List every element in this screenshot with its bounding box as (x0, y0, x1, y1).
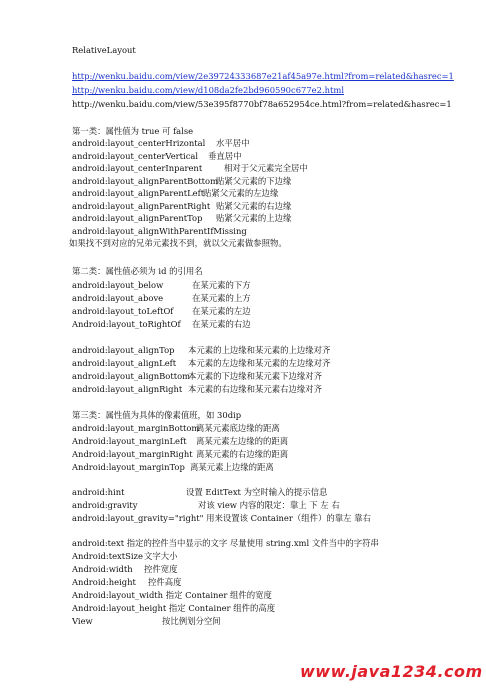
attr-description: 贴紧父元素的上边缘 (216, 213, 292, 223)
attr-name: android:layout_centerInparent (72, 163, 203, 173)
attr-name: android:hint (72, 487, 125, 497)
attr-row (72, 226, 247, 237)
attr-row (72, 436, 186, 447)
watermark: www.java1234.com (300, 662, 483, 681)
attr-description: 按比例划分空间 (162, 616, 221, 626)
attr-name: android:layout_centerHrizontal (72, 138, 206, 148)
attr-description: 对该 view 内容的限定：靠上 下 左 右 (198, 500, 340, 510)
attr-name: View (72, 616, 93, 626)
attr-description: 水平居中 (216, 138, 250, 148)
attr-name: Android:height (72, 577, 136, 587)
attr-name: android:layout_toLeftOf (72, 306, 174, 316)
attr-name: Android:layout_marginTop (72, 462, 185, 472)
section-1-heading: 第一类：属性值为 true 可 false (72, 126, 194, 136)
attr-description: 在某元素的下方 (192, 280, 251, 290)
attr-row (72, 213, 202, 224)
attr-name: android:layout_alignWithParentIfMissing (72, 226, 247, 236)
attr-description: 在某元素的右边 (192, 319, 251, 329)
attr-description: 本元素的上边缘和某元素的上边缘对齐 (188, 345, 331, 355)
attr-row (72, 280, 163, 291)
attr-description: 离某元素上边缘的距离 (190, 462, 274, 472)
layout-gravity-line: android:layout_gravity="right" 用来设置该 Container（组件）的靠左 靠右 (72, 513, 371, 523)
text-attr-line: android:text 指定的控件当中显示的文字 尽量使用 string.xml 文件当中的字符串 (72, 538, 379, 548)
section-2-heading: 第二类：属性值必须为 id 的引用名 (72, 266, 203, 276)
view-row (72, 616, 93, 627)
attr-name: android:layout_alignParentBottom (72, 176, 219, 186)
attr-row (72, 449, 193, 460)
attr-description: 本元素的右边缘和某元素右边缘对齐 (188, 384, 322, 394)
attr-description: 离某元素底边缘的距离 (196, 423, 280, 433)
attr-row (72, 138, 205, 149)
attr-name: android:layout_alignRight (72, 384, 183, 394)
attr-name: Android:width (72, 564, 133, 574)
attr-name: Android:layout_marginRight (72, 449, 193, 459)
attr-row (72, 551, 143, 562)
attr-description: 相对于父元素完全居中 (224, 163, 308, 173)
attr-name: android:layout_marginBottom (72, 423, 200, 433)
attr-description: 本元素的左边缘和某元素的左边缘对齐 (188, 358, 331, 368)
attr-name: android:layout_alignParentLeft (72, 188, 205, 198)
attr-description: 本元素的下边缘和某元素下边缘对齐 (188, 371, 322, 381)
reference-link-3: http://wenku.baidu.com/view/53e395f8770bf78a652954ce.html?from=related&hasrec=1 (72, 99, 452, 109)
attr-row (72, 462, 185, 473)
attr-description: 贴紧父元素的下边缘 (216, 176, 292, 186)
attr-row (72, 151, 198, 162)
attr-row (72, 384, 182, 395)
attr-description: 离某元素左边缘的的距离 (196, 436, 289, 446)
attr-row (72, 176, 218, 187)
attr-description: 在某元素的上方 (192, 293, 251, 303)
attr-description: 文字大小 (144, 551, 178, 561)
attr-name: Android:textSize (72, 551, 143, 561)
attr-description: 贴紧父元素的左边缘 (203, 188, 279, 198)
attr-name: android:layout_alignTop (72, 345, 175, 355)
attr-row (72, 487, 125, 498)
attr-description: 贴紧父元素的右边缘 (216, 201, 292, 211)
attr-name: android:layout_centerVertical (72, 151, 199, 161)
attr-name: android:layout_alignBottom (72, 371, 191, 381)
attr-description: 控件宽度 (144, 564, 178, 574)
attr-name: android:layout_below (72, 280, 164, 290)
attr-row (72, 423, 199, 434)
attr-row (72, 564, 133, 575)
attr-name: android:layout_alignParentRight (72, 201, 211, 211)
attr-row (72, 500, 138, 511)
layout-height-line: Android:layout_height 指定 Container 组件的高度 (72, 603, 276, 613)
attr-name: Android:layout_marginLeft (72, 436, 187, 446)
attr-name: android:layout_alignParentTop (72, 213, 203, 223)
attr-row (72, 163, 202, 174)
attr-name: android:layout_above (72, 293, 164, 303)
reference-link-2[interactable]: http://wenku.baidu.com/view/d108da2fe2bd960590c677e2.html (72, 85, 345, 95)
reference-link-1[interactable]: http://wenku.baidu.com/view/2e39724333687e21af45a97e.html?from=related&hasrec=1 (72, 71, 454, 81)
section-1-note: 如果找不到对应的兄弟元素找不到，就以父元素做参照物。 (69, 238, 287, 248)
attr-row (72, 358, 176, 369)
attr-row (72, 306, 173, 317)
attr-row (72, 577, 136, 588)
attr-description: 垂直居中 (208, 151, 242, 161)
section-3-heading: 第三类：属性值为具体的像素值班，如 30dip (72, 410, 242, 420)
attr-row (72, 371, 190, 382)
attr-row (72, 188, 204, 199)
attr-description: 控件高度 (148, 577, 182, 587)
attr-name: android:layout_alignLeft (72, 358, 177, 368)
attr-name: Android:layout_toRightOf (72, 319, 181, 329)
attr-row (72, 345, 175, 356)
attr-row (72, 319, 181, 330)
attr-row (72, 201, 210, 212)
attr-description: 在某元素的左边 (192, 306, 251, 316)
attr-name: android:gravity (72, 500, 138, 510)
attr-description: 设置 EditText 为空时输入的提示信息 (186, 487, 328, 497)
doc-title: RelativeLayout (72, 45, 136, 55)
layout-width-line: Android:layout_width 指定 Container 组件的宽度 (72, 590, 272, 600)
attr-description: 离某元素的右边缘的距离 (196, 449, 289, 459)
attr-row (72, 293, 163, 304)
